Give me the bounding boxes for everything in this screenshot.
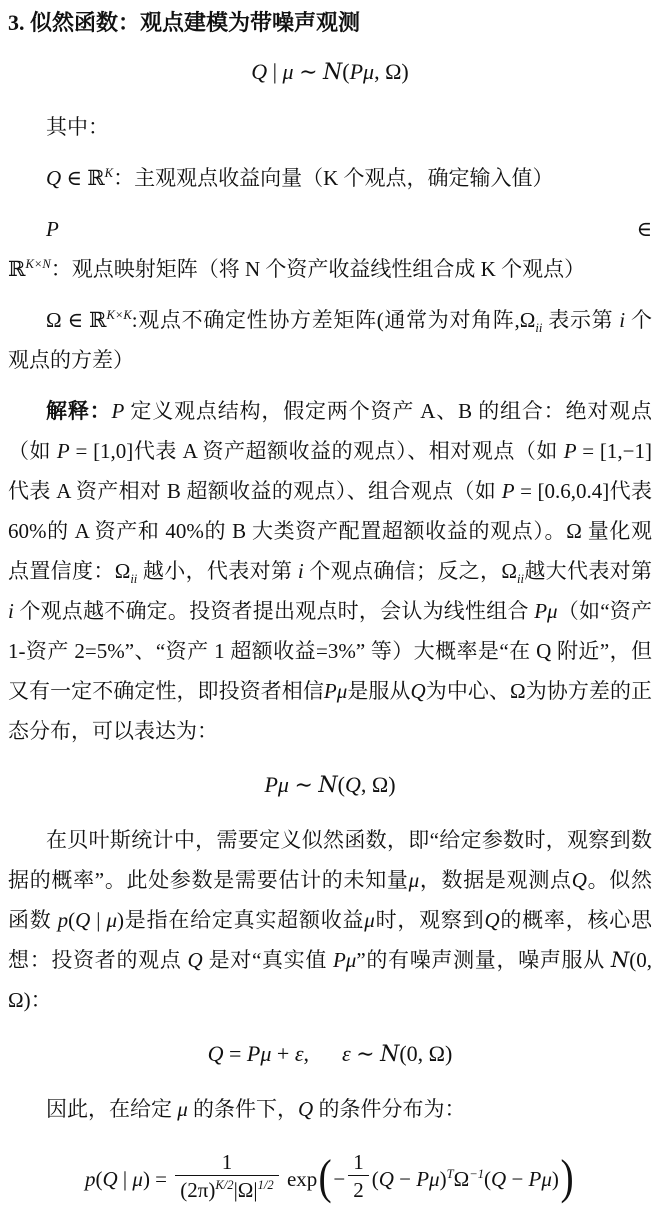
text-run: | bbox=[90, 908, 107, 932]
text-run: )是指在给定真实超额收益 bbox=[117, 908, 365, 932]
formula-view-noise-model bbox=[8, 54, 652, 91]
text-run: 因此，在给定 bbox=[46, 1097, 178, 1121]
text-run: 1 bbox=[353, 1150, 364, 1174]
text-run: ”的有噪声测量，噪声服从 bbox=[356, 948, 611, 972]
text-run: Ω ∈ ℝ bbox=[46, 308, 107, 332]
math-run: Q bbox=[251, 59, 268, 84]
text-run: 个观点越不确定。投资者提出观点时，会认为线性组合 bbox=[13, 599, 535, 623]
text-run: 是服从 bbox=[347, 679, 411, 703]
text-run: 个观点的方差） bbox=[8, 308, 653, 372]
math-run: Pμ bbox=[246, 1041, 272, 1066]
script-capital-n: N bbox=[318, 773, 338, 798]
def-pick-matrix-p bbox=[8, 209, 652, 289]
text-run: |Ω| bbox=[233, 1178, 258, 1203]
text-run: 。似然函数 bbox=[8, 868, 653, 932]
text-run: − bbox=[333, 1167, 346, 1192]
formula-likelihood-density bbox=[8, 1149, 652, 1204]
math-run: μ bbox=[282, 59, 294, 84]
superscript: K bbox=[104, 166, 114, 180]
math-run: P bbox=[563, 439, 577, 463]
math-run: Pμ bbox=[349, 59, 375, 84]
math-run: Q bbox=[484, 908, 500, 932]
math-run: Q bbox=[378, 1167, 394, 1192]
math-run: Pμ bbox=[332, 948, 357, 972]
superscript: K/2 bbox=[215, 1178, 234, 1193]
superscript: K×N bbox=[25, 257, 51, 271]
text-run: ) bbox=[551, 1167, 559, 1192]
math-run: μ bbox=[364, 908, 375, 932]
text-run: ) bbox=[439, 1167, 447, 1192]
text-run: , Ω) bbox=[374, 59, 409, 84]
text-run: 2 bbox=[353, 1178, 364, 1203]
text-run: 定义观点结构，假定两个资产 A、B 的组合：绝对观点（如 bbox=[8, 399, 653, 463]
text-run: = bbox=[223, 1041, 247, 1066]
text-run: = [1,−1]代表 A 资产相对 B 超额收益的观点）、组合观点（如 bbox=[8, 439, 652, 503]
math-run: p bbox=[57, 908, 69, 932]
text-run: 的概率，核心思想：投资者的观点 bbox=[8, 908, 652, 972]
math-run: Q bbox=[491, 1167, 507, 1192]
math-run: Q bbox=[187, 948, 203, 972]
fraction-denominator bbox=[348, 1176, 369, 1203]
fraction-denominator bbox=[175, 1176, 278, 1203]
text-run: ∼ bbox=[288, 772, 319, 797]
text-run: ( bbox=[337, 772, 345, 797]
math-run: ε bbox=[294, 1041, 304, 1066]
fraction-numerator bbox=[348, 1149, 369, 1176]
text-run: ：观点映射矩阵（将 N 个资产收益线性组合成 K 个观点） bbox=[50, 257, 586, 281]
big-paren: ( bbox=[318, 1151, 332, 1205]
math-run: P bbox=[46, 217, 59, 241]
text-run: 越大代表对第 bbox=[523, 559, 653, 583]
text-run: exp bbox=[281, 1167, 318, 1192]
text-run: ：主观观点收益向量（K 个观点，确定输入值） bbox=[113, 166, 554, 190]
math-run: Q bbox=[298, 1097, 314, 1121]
math-run: P bbox=[501, 479, 515, 503]
text-run: 为中心、Ω为协方差的正态分布，可以表达为： bbox=[8, 679, 653, 743]
text-run: ( bbox=[95, 1167, 103, 1192]
math-run: Pμ bbox=[528, 1167, 552, 1192]
math-run: Q bbox=[75, 908, 91, 932]
math-run: μ bbox=[106, 908, 118, 932]
math-run: i bbox=[297, 559, 304, 583]
text-run: 1 bbox=[221, 1150, 233, 1174]
math-run: Q bbox=[344, 772, 361, 797]
math-run: p bbox=[85, 1167, 96, 1192]
section-heading bbox=[8, 8, 652, 38]
text-run: ∼ bbox=[293, 59, 324, 84]
text-run: （如“资产 1-资产 2=5%”、“资产 1 超额收益=3%” 等）大概率是“在 Q 附近”，但又有一定不确定性，即投资者相信 bbox=[8, 599, 653, 703]
math-run: Q bbox=[410, 679, 426, 703]
bold-run: 解释： bbox=[46, 399, 112, 423]
text-run: 是对“真实值 bbox=[202, 948, 333, 972]
text-run: ( bbox=[342, 59, 350, 84]
text-run: , Ω) bbox=[360, 772, 396, 797]
big-paren: ) bbox=[560, 1151, 574, 1205]
math-run: P bbox=[111, 399, 125, 423]
text-run: :观点不确定性协方差矩阵(通常为对角阵,Ω bbox=[131, 308, 536, 332]
math-run: μ bbox=[132, 1167, 143, 1192]
text-run: (2π) bbox=[180, 1178, 216, 1203]
subscript: ii bbox=[535, 321, 543, 336]
text-run: , bbox=[303, 1041, 342, 1066]
text-run: ∈ ℝ bbox=[61, 166, 105, 190]
math-run: Q bbox=[46, 166, 62, 190]
math-run: Q bbox=[571, 868, 587, 892]
text-run: 表示第 bbox=[542, 308, 620, 332]
math-run: Q bbox=[102, 1167, 118, 1192]
superscript: T bbox=[446, 1167, 454, 1182]
bold-run: 3. 似然函数：观点建模为带噪声观测 bbox=[8, 10, 361, 35]
text-run: ∈ ℝ bbox=[8, 217, 652, 281]
math-run: μ bbox=[408, 868, 420, 892]
text-run: − bbox=[506, 1167, 529, 1192]
text-run: | bbox=[267, 59, 283, 84]
fraction bbox=[348, 1149, 369, 1204]
text-run: ∼ bbox=[350, 1041, 381, 1066]
def-view-vector-q bbox=[8, 158, 652, 198]
superscript: K×K bbox=[106, 308, 132, 322]
formula-pmu-distribution bbox=[8, 767, 652, 804]
formula-noise-equation bbox=[8, 1036, 652, 1073]
text-run: ( bbox=[371, 1167, 379, 1192]
text-run: 时，观察到 bbox=[374, 908, 485, 932]
text-run: ) = bbox=[142, 1167, 173, 1192]
math-run: Pμ bbox=[264, 772, 289, 797]
math-run: Pμ bbox=[323, 679, 348, 703]
subscript: ii bbox=[130, 572, 138, 587]
text-run: ( bbox=[484, 1167, 492, 1192]
math-run: i bbox=[619, 308, 626, 332]
text-run: (0, Ω) bbox=[399, 1041, 453, 1066]
math-run: ε bbox=[342, 1041, 351, 1066]
text-run: = [0.6,0.4]代表 60%的 A 资产和 40%的 B 大类资产配置超额收益的观点）。Ω 量化观点置信度：Ω bbox=[8, 479, 652, 583]
fraction bbox=[175, 1149, 278, 1204]
text-run: Ω bbox=[453, 1167, 470, 1192]
text-run: + bbox=[271, 1041, 295, 1066]
text-run: 个观点确信；反之，Ω bbox=[303, 559, 517, 583]
text-run: 其中： bbox=[46, 115, 109, 139]
math-run: i bbox=[8, 599, 14, 623]
script-capital-n: N bbox=[610, 948, 630, 972]
script-capital-n: N bbox=[380, 1042, 400, 1067]
math-run: Pμ bbox=[416, 1167, 440, 1192]
math-run: Q bbox=[207, 1041, 224, 1066]
subscript: ii bbox=[516, 572, 524, 587]
text-run: = [1,0]代表 A 资产超额收益的观点）、相对观点（如 bbox=[69, 439, 564, 463]
para-explanation bbox=[8, 391, 652, 751]
text-run: 的条件下， bbox=[187, 1097, 299, 1121]
math-run: Pμ bbox=[534, 599, 558, 623]
text-run: 越小，代表对第 bbox=[137, 559, 298, 583]
superscript: −1 bbox=[469, 1167, 485, 1182]
text-run: 在贝叶斯统计中，需要定义似然函数，即“给定参数时，观察到数据的概率”。此处参数是需要估计的未知量 bbox=[8, 828, 652, 892]
fraction-numerator bbox=[175, 1149, 278, 1176]
script-capital-n: N bbox=[323, 60, 343, 85]
math-run: P bbox=[56, 439, 70, 463]
math-run: μ bbox=[177, 1097, 188, 1121]
def-uncertainty-omega bbox=[8, 300, 652, 380]
text-run: 的条件分布为： bbox=[313, 1097, 466, 1121]
text-run: (0, Ω)： bbox=[8, 948, 652, 1012]
superscript: 1/2 bbox=[257, 1178, 274, 1193]
para-conditional-intro bbox=[8, 1089, 652, 1129]
para-where bbox=[8, 107, 652, 147]
text-run: ，数据是观测点 bbox=[419, 868, 572, 892]
text-run: | bbox=[117, 1167, 133, 1192]
text-run: ( bbox=[68, 908, 76, 932]
text-run: − bbox=[393, 1167, 417, 1192]
para-bayesian-likelihood bbox=[8, 820, 652, 1020]
